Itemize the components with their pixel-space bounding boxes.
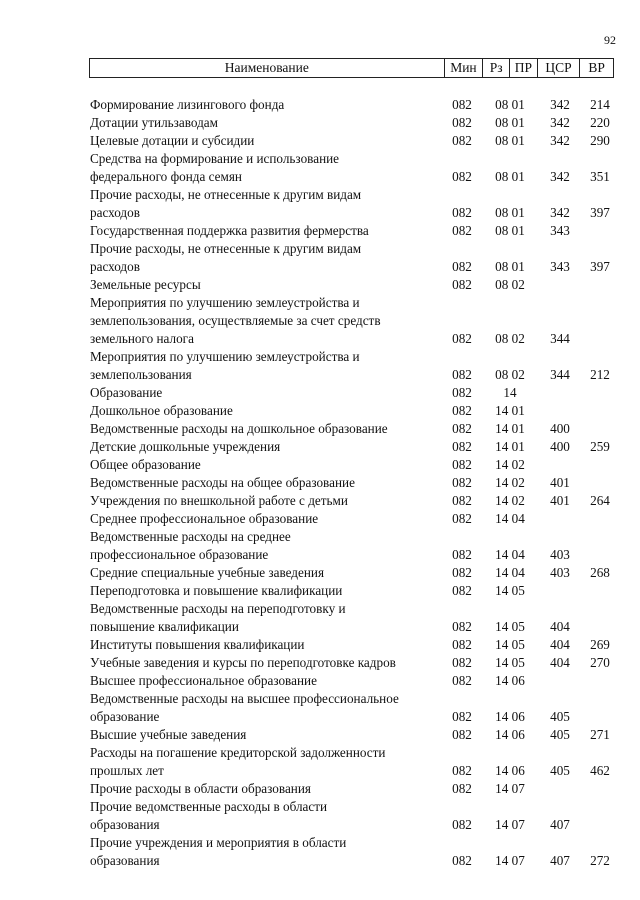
row-min: 082 <box>452 133 472 148</box>
row-rz-pr: 08 01 <box>495 97 525 112</box>
row-min: 082 <box>452 655 472 670</box>
table-row <box>90 726 620 744</box>
row-rz-pr: 14 04 <box>495 547 525 562</box>
row-min: 082 <box>452 115 472 130</box>
table-row <box>90 672 620 690</box>
row-rz-pr: 14 02 <box>495 493 525 508</box>
row-csr: 343 <box>550 223 570 238</box>
row-min: 082 <box>452 97 472 112</box>
row-min: 082 <box>452 583 472 598</box>
row-name: Прочие учреждения и мероприятия в области образования <box>90 835 347 868</box>
row-min: 082 <box>452 169 472 184</box>
table-row <box>90 690 620 726</box>
row-rz-pr: 08 01 <box>495 133 525 148</box>
row-vr: 397 <box>590 259 610 274</box>
row-rz-pr: 14 06 <box>495 763 525 778</box>
row-rz-pr: 08 02 <box>495 331 525 346</box>
row-name: Государственная поддержка развития фермерства <box>90 223 369 238</box>
row-vr: 259 <box>590 439 610 454</box>
header-name: Наименование <box>224 60 309 75</box>
row-vr: 268 <box>590 565 610 580</box>
table-row <box>90 528 620 564</box>
row-csr: 405 <box>550 727 570 742</box>
row-rz-pr: 14 04 <box>495 565 525 580</box>
table-row <box>90 456 620 474</box>
row-rz-pr: 14 05 <box>495 655 525 670</box>
table-row <box>90 834 620 870</box>
row-csr: 400 <box>550 421 570 436</box>
table-row <box>90 420 620 438</box>
row-csr: 407 <box>550 853 570 868</box>
row-rz-pr: 08 02 <box>495 277 525 292</box>
table-row <box>90 348 620 384</box>
header-pr: ПР <box>509 59 537 77</box>
row-csr: 404 <box>550 655 570 670</box>
table-row <box>90 636 620 654</box>
row-vr: 272 <box>590 853 610 868</box>
row-min: 082 <box>452 223 472 238</box>
row-rz-pr: 08 01 <box>495 205 525 220</box>
row-name: Образование <box>90 385 163 400</box>
row-csr: 404 <box>550 619 570 634</box>
row-vr: 462 <box>590 763 610 778</box>
table-row <box>90 780 620 798</box>
row-rz-pr: 14 06 <box>495 727 525 742</box>
row-csr: 343 <box>550 259 570 274</box>
row-min: 082 <box>452 565 472 580</box>
table-row <box>90 186 620 222</box>
row-csr: 342 <box>550 169 570 184</box>
row-vr: 271 <box>590 727 610 742</box>
row-vr: 212 <box>590 367 610 382</box>
row-name: Расходы на погашение кредиторской задолженности прошлых лет <box>90 745 386 778</box>
row-min: 082 <box>452 331 472 346</box>
row-rz-pr: 08 02 <box>495 367 525 382</box>
row-rz-pr: 14 01 <box>495 439 525 454</box>
row-min: 082 <box>452 259 472 274</box>
table-row <box>90 582 620 600</box>
row-name: Прочие ведомственные расходы в области образования <box>90 799 328 832</box>
row-csr: 342 <box>550 205 570 220</box>
row-min: 082 <box>452 205 472 220</box>
row-csr: 344 <box>550 331 570 346</box>
row-min: 082 <box>452 277 472 292</box>
row-name: Мероприятия по улучшению землеустройства и землепользования <box>90 349 360 382</box>
table-body <box>90 96 620 870</box>
row-min: 082 <box>452 781 472 796</box>
row-rz-pr: 14 05 <box>495 637 525 652</box>
row-rz-pr: 08 01 <box>495 169 525 184</box>
table-row <box>90 96 620 114</box>
row-name: Ведомственные расходы на переподготовку и повышение квалификации <box>90 601 346 634</box>
row-min: 082 <box>452 385 472 400</box>
row-min: 082 <box>452 421 472 436</box>
row-rz-pr: 14 01 <box>495 403 525 418</box>
row-min: 082 <box>452 403 472 418</box>
table-row <box>90 510 620 528</box>
row-name: Высшее профессиональное образование <box>90 673 317 688</box>
row-vr: 269 <box>590 637 610 652</box>
row-csr: 401 <box>550 475 570 490</box>
row-name: Учебные заведения и курсы по переподготовке кадров <box>90 655 396 670</box>
row-name: Мероприятия по улучшению землеустройства и землепользования, осуществляемые за счет средств земельного налога <box>90 295 381 346</box>
row-name: Дошкольное образование <box>90 403 233 418</box>
table-row <box>90 132 620 150</box>
row-rz-pr: 14 07 <box>495 781 525 796</box>
row-csr: 401 <box>550 493 570 508</box>
row-vr: 270 <box>590 655 610 670</box>
row-csr: 404 <box>550 637 570 652</box>
row-csr: 405 <box>550 763 570 778</box>
table-row <box>90 600 620 636</box>
row-rz-pr: 14 02 <box>495 457 525 472</box>
row-name: Институты повышения квалификации <box>90 637 305 652</box>
table-row <box>90 492 620 510</box>
row-name: Среднее профессиональное образование <box>90 511 319 526</box>
row-name: Целевые дотации и субсидии <box>90 133 255 148</box>
row-vr: 397 <box>590 205 610 220</box>
row-rz-pr: 14 02 <box>495 475 525 490</box>
row-min: 082 <box>452 493 472 508</box>
row-name: Прочие расходы в области образования <box>90 781 311 796</box>
table-row <box>90 114 620 132</box>
table-row <box>90 294 620 348</box>
table-row <box>90 384 620 402</box>
row-vr: 290 <box>590 133 610 148</box>
table-row <box>90 222 620 240</box>
table-row <box>90 240 620 276</box>
row-csr: 400 <box>550 439 570 454</box>
row-min: 082 <box>452 763 472 778</box>
row-name: Ведомственные расходы на дошкольное образование <box>90 421 388 436</box>
row-min: 082 <box>452 673 472 688</box>
row-rz-pr: 14 05 <box>495 583 525 598</box>
table-row <box>90 564 620 582</box>
row-csr: 405 <box>550 709 570 724</box>
row-name: Средние специальные учебные заведения <box>90 565 325 580</box>
table-row <box>90 798 620 834</box>
row-csr: 344 <box>550 367 570 382</box>
row-rz-pr: 14 06 <box>495 673 525 688</box>
row-min: 082 <box>452 709 472 724</box>
table-header <box>89 58 614 78</box>
row-min: 082 <box>452 475 472 490</box>
table-row <box>90 402 620 420</box>
row-vr: 220 <box>590 115 610 130</box>
row-name: Дотации утильзаводам <box>90 115 218 130</box>
row-name: Высшие учебные заведения <box>90 727 247 742</box>
row-rz-pr: 08 01 <box>495 223 525 238</box>
row-name: Прочие расходы, не отнесенные к другим видам расходов <box>90 241 362 274</box>
row-name: Ведомственные расходы на высшее профессиональное образование <box>90 691 399 724</box>
table-row <box>90 150 620 186</box>
row-csr: 403 <box>550 547 570 562</box>
row-name: Переподготовка и повышение квалификации <box>90 583 343 598</box>
row-rz-pr: 08 01 <box>495 115 525 130</box>
row-name: Средства на формирование и использование федерального фонда семян <box>90 151 340 184</box>
table-row <box>90 654 620 672</box>
row-min: 082 <box>452 817 472 832</box>
table-row <box>90 744 620 780</box>
row-rz-pr: 14 01 <box>495 421 525 436</box>
row-min: 082 <box>452 619 472 634</box>
header-vr: ВР <box>579 59 613 77</box>
row-vr: 214 <box>590 97 610 112</box>
row-rz-pr: 08 01 <box>495 259 525 274</box>
row-min: 082 <box>452 457 472 472</box>
row-name: Детские дошкольные учреждения <box>90 439 281 454</box>
table-row <box>90 276 620 294</box>
row-rz-pr: 14 05 <box>495 619 525 634</box>
row-rz-pr: 14 07 <box>495 853 525 868</box>
table-row <box>90 474 620 492</box>
header-csr: ЦСР <box>537 59 580 77</box>
row-rz-pr: 14 <box>503 385 517 400</box>
row-min: 082 <box>452 439 472 454</box>
row-name: Общее образование <box>90 457 201 472</box>
row-name: Прочие расходы, не отнесенные к другим видам расходов <box>90 187 362 220</box>
row-csr: 407 <box>550 817 570 832</box>
row-min: 082 <box>452 637 472 652</box>
row-csr: 403 <box>550 565 570 580</box>
row-csr: 342 <box>550 97 570 112</box>
row-rz-pr: 14 07 <box>495 817 525 832</box>
row-csr: 342 <box>550 115 570 130</box>
row-min: 082 <box>452 547 472 562</box>
row-min: 082 <box>452 511 472 526</box>
row-name: Ведомственные расходы на общее образование <box>90 475 355 490</box>
row-rz-pr: 14 04 <box>495 511 525 526</box>
row-min: 082 <box>452 853 472 868</box>
table-row <box>90 438 620 456</box>
row-min: 082 <box>452 727 472 742</box>
row-name: Ведомственные расходы на среднее профессиональное образование <box>90 529 291 562</box>
page-number: 92 <box>604 33 616 47</box>
row-vr: 264 <box>590 493 610 508</box>
header-rz: Рз <box>482 59 509 77</box>
row-min: 082 <box>452 367 472 382</box>
row-csr: 342 <box>550 133 570 148</box>
row-vr: 351 <box>590 169 610 184</box>
row-name: Земельные ресурсы <box>90 277 201 292</box>
row-name: Учреждения по внешкольной работе с детьми <box>90 493 348 508</box>
row-rz-pr: 14 06 <box>495 709 525 724</box>
header-min: Мин <box>444 59 483 77</box>
row-name: Формирование лизингового фонда <box>90 97 285 112</box>
